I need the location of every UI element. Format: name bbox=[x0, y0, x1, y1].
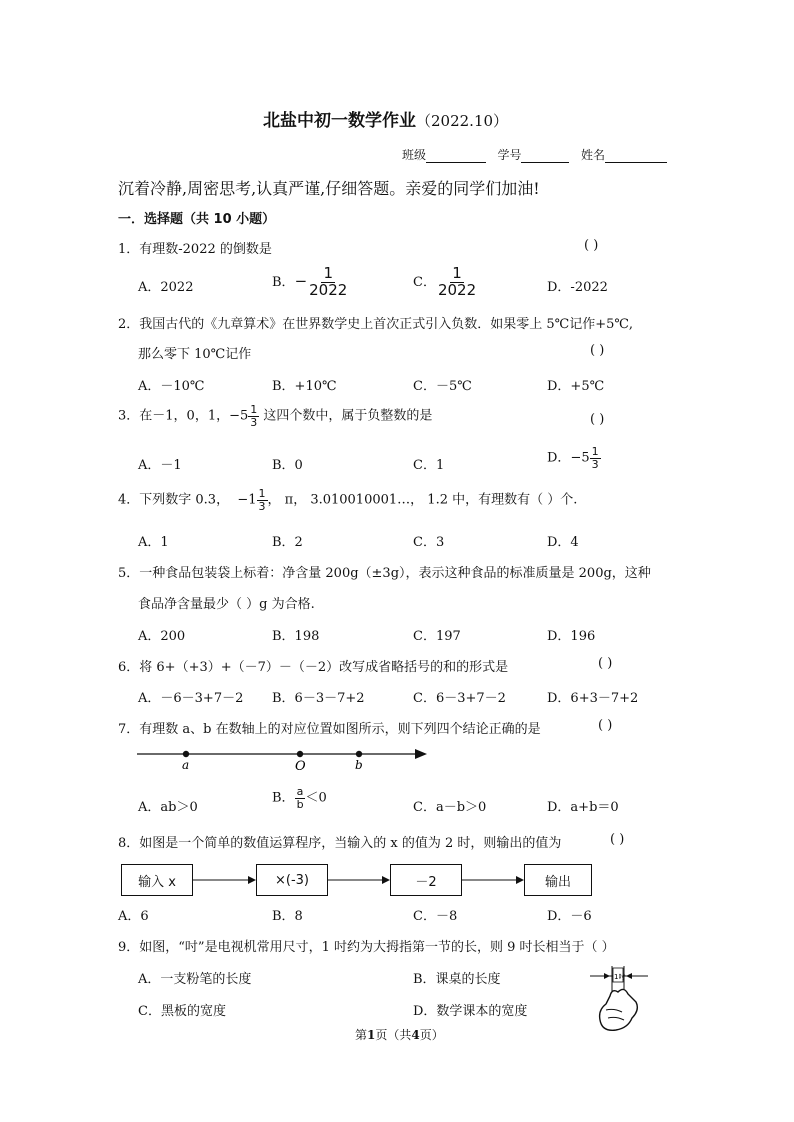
comparison: ＜0 bbox=[305, 790, 327, 806]
question-1-stem: 1．有理数-2022 的倒数是 bbox=[118, 242, 272, 257]
page-footer bbox=[355, 1026, 444, 1043]
page-title bbox=[263, 106, 508, 131]
question-5-stem: 5．一种食品包装袋上标着：净含量 200g（±3g），表示这种食品的标准质量是 200g，这种 bbox=[118, 566, 651, 581]
mixed-int: −5 bbox=[229, 408, 249, 424]
question-3-option-d[interactable] bbox=[547, 446, 601, 470]
question-5-stem-line2: 食品净含量最少（ ）g 为合格. bbox=[138, 597, 315, 612]
question-7-option-b[interactable] bbox=[272, 786, 327, 810]
question-1-option-d[interactable]: D．-2022 bbox=[547, 280, 608, 295]
arrow-right-icon bbox=[604, 973, 610, 979]
title-year: （2022.10） bbox=[416, 112, 509, 130]
mixed-int: −5 bbox=[570, 450, 590, 466]
numerator: 1 bbox=[258, 487, 266, 500]
numerator: 1 bbox=[591, 445, 599, 458]
question-5-option-b[interactable]: B．198 bbox=[272, 629, 320, 644]
id-blank[interactable] bbox=[521, 150, 569, 163]
option-letter: B． bbox=[272, 274, 295, 290]
arrow-icon bbox=[415, 749, 427, 759]
question-8-option-c[interactable]: C．－8 bbox=[413, 909, 458, 924]
point-b bbox=[356, 751, 362, 757]
option-letter: C． bbox=[413, 274, 436, 290]
denominator: 2022 bbox=[437, 280, 477, 299]
flow-box-subtract: －2 bbox=[390, 864, 462, 896]
denominator: 2022 bbox=[309, 280, 348, 299]
question-8-option-a[interactable]: A．6 bbox=[118, 909, 149, 924]
question-7-answer-paren[interactable]: ( ) bbox=[598, 718, 613, 733]
flow-arrows bbox=[192, 872, 526, 888]
question-3-answer-paren[interactable]: ( ) bbox=[590, 412, 605, 427]
question-6-option-d[interactable]: D．6+3－7+2 bbox=[547, 691, 639, 706]
point-origin bbox=[297, 751, 303, 757]
fraction bbox=[295, 786, 306, 810]
question-3-option-b[interactable]: B．0 bbox=[272, 458, 303, 473]
question-4-option-a[interactable]: A．1 bbox=[138, 535, 169, 550]
question-8-option-b[interactable]: B．8 bbox=[272, 909, 303, 924]
question-4-stem bbox=[118, 488, 577, 512]
question-6-answer-paren[interactable]: ( ) bbox=[598, 656, 613, 671]
flow-box-multiply: ×(-3) bbox=[256, 864, 328, 896]
question-1-answer-paren[interactable]: ( ) bbox=[584, 238, 599, 253]
stem-part: 3．在－1，0，1， bbox=[118, 408, 230, 424]
numerator: a bbox=[296, 785, 304, 798]
name-label: 姓名 bbox=[580, 148, 605, 162]
footer-text: 页） bbox=[419, 1028, 444, 1042]
fraction bbox=[248, 404, 259, 428]
option-letter: D． bbox=[547, 450, 571, 466]
class-blank[interactable] bbox=[426, 150, 486, 163]
stem-part: ， π， 3.010010001…， 1.2 中，有理数有（ ）个. bbox=[267, 492, 578, 508]
question-2-stem-line2: 那么零下 10℃记作 bbox=[138, 347, 252, 362]
point-a bbox=[183, 751, 189, 757]
thumb-label: 1吋 bbox=[614, 973, 626, 981]
question-2-stem: 2．我国古代的《九章算术》在世界数学史上首次正式引入负数．如果零上 5℃记作+5℃, bbox=[118, 317, 634, 332]
numerator: 1 bbox=[323, 264, 333, 282]
question-3-option-a[interactable]: A．－1 bbox=[138, 458, 182, 473]
denominator: 3 bbox=[591, 457, 599, 471]
question-4-option-c[interactable]: C．3 bbox=[413, 535, 445, 550]
fraction bbox=[257, 488, 268, 512]
question-9-option-a[interactable]: A．一支粉笔的长度 bbox=[138, 972, 252, 987]
question-5-option-d[interactable]: D．196 bbox=[547, 629, 596, 644]
footer-text: 第 bbox=[355, 1028, 368, 1042]
question-6-option-b[interactable]: B．6－3－7+2 bbox=[272, 691, 365, 706]
arrow-right-icon bbox=[516, 876, 524, 884]
question-4-option-b[interactable]: B．2 bbox=[272, 535, 303, 550]
label-b: b bbox=[355, 758, 363, 772]
question-2-answer-paren[interactable]: ( ) bbox=[590, 343, 605, 358]
arrow-right-icon bbox=[248, 876, 256, 884]
hand-icon bbox=[600, 989, 638, 1030]
question-8-option-d[interactable]: D．－6 bbox=[547, 909, 592, 924]
minus-sign: − bbox=[294, 271, 308, 290]
number-line bbox=[135, 742, 430, 774]
question-7-stem: 7．有理数 a、b 在数轴上的对应位置如图所示，则下列四个结论正确的是 bbox=[118, 722, 541, 737]
question-9-option-b[interactable]: B．课桌的长度 bbox=[413, 972, 501, 987]
question-3-option-c[interactable]: C．1 bbox=[413, 458, 445, 473]
question-7-option-d[interactable]: D．a+b＝0 bbox=[547, 800, 619, 815]
question-5-option-a[interactable]: A．200 bbox=[138, 629, 186, 644]
arrow-right-icon bbox=[382, 876, 390, 884]
question-7-option-c[interactable]: C．a－b＞0 bbox=[413, 800, 487, 815]
option-letter: B． bbox=[272, 790, 295, 806]
question-8-answer-paren[interactable]: ( ) bbox=[610, 832, 625, 847]
question-5-option-c[interactable]: C．197 bbox=[413, 629, 461, 644]
question-1-option-a[interactable]: A．2022 bbox=[138, 280, 194, 295]
section-heading: 一．选择题（共 10 小题） bbox=[118, 212, 276, 227]
flow-box-input: 输入 x bbox=[121, 864, 193, 896]
thumb-illustration bbox=[588, 958, 652, 1038]
numerator: 1 bbox=[452, 264, 462, 282]
question-1-option-b[interactable] bbox=[272, 266, 349, 299]
question-2-option-d[interactable]: D．+5℃ bbox=[547, 379, 605, 394]
question-9-option-d[interactable]: D．数学课本的宽度 bbox=[413, 1004, 528, 1019]
flow-box-output: 输出 bbox=[524, 864, 592, 896]
arrow-left-icon bbox=[626, 973, 632, 979]
stem-part: 这四个数中，属于负整数的是 bbox=[259, 408, 433, 424]
slogan: 沉着冷静,周密思考,认真严谨,仔细答题。亲爱的同学们加油! bbox=[118, 179, 540, 198]
numerator: 1 bbox=[250, 403, 258, 416]
total-pages: 4 bbox=[411, 1028, 420, 1042]
fraction bbox=[436, 266, 478, 299]
stem-part: 4．下列数字 0.3， bbox=[118, 492, 230, 508]
question-7-option-a[interactable]: A．ab＞0 bbox=[138, 800, 198, 815]
label-a: a bbox=[182, 758, 190, 772]
question-6-stem: 6．将 6+（+3）+（－7）－（－2）改写成省略括号的和的形式是 bbox=[118, 660, 509, 675]
label-o: O bbox=[295, 759, 306, 774]
denominator: b bbox=[296, 797, 304, 811]
question-3-stem bbox=[118, 404, 432, 428]
question-2-option-a[interactable]: A．－10℃ bbox=[138, 379, 205, 394]
footer-text: 页（共 bbox=[375, 1028, 412, 1042]
fraction bbox=[590, 446, 601, 470]
id-label: 学号 bbox=[497, 148, 522, 162]
student-info bbox=[402, 146, 667, 163]
name-blank[interactable] bbox=[605, 150, 667, 163]
page-number: 1 bbox=[367, 1028, 376, 1042]
mixed-int: −1 bbox=[237, 492, 257, 508]
question-4-option-d[interactable]: D．4 bbox=[547, 535, 579, 550]
question-6-option-a[interactable]: A．－6－3+7－2 bbox=[138, 691, 244, 706]
question-8-stem: 8．如图是一个简单的数值运算程序，当输入的 x 的值为 2 时，则输出的值为 bbox=[118, 836, 562, 851]
question-9-stem: 9．如图，“吋”是电视机常用尺寸，1 吋约为大拇指第一节的长，则 9 吋长相当于（ ） bbox=[118, 940, 615, 955]
question-1-option-c[interactable] bbox=[413, 266, 478, 299]
denominator: 3 bbox=[250, 415, 258, 429]
question-6-option-c[interactable]: C．6－3+7－2 bbox=[413, 691, 506, 706]
class-label: 班级 bbox=[402, 148, 427, 162]
denominator: 3 bbox=[258, 499, 266, 513]
question-9-option-c[interactable]: C．黑板的宽度 bbox=[138, 1004, 226, 1019]
question-2-option-b[interactable]: B．+10℃ bbox=[272, 379, 337, 394]
title-text: 北盐中初一数学作业 bbox=[263, 111, 416, 131]
fraction bbox=[307, 266, 349, 299]
question-2-option-c[interactable]: C．－5℃ bbox=[413, 379, 472, 394]
